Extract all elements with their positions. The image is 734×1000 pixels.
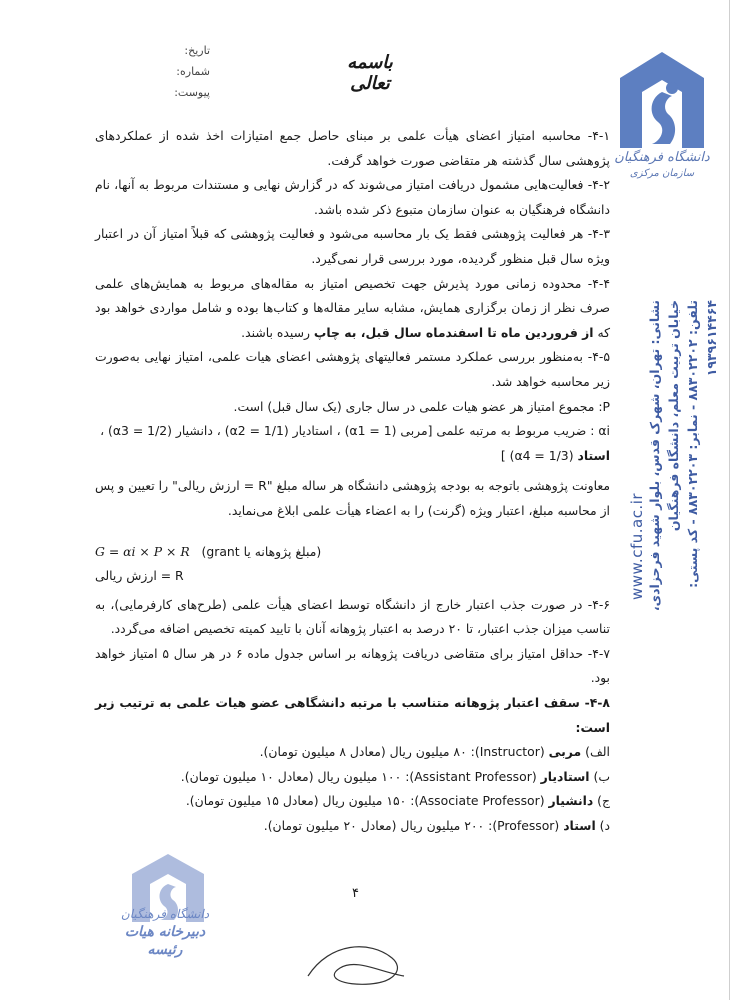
logo-caption-university: دانشگاه فرهنگیان <box>614 150 710 165</box>
page-edge <box>729 0 730 1000</box>
phone-text: تلفن: ۸۸۳۰۲۲۰۲ - نمابر: ۸۸۳۰۲۲۰۳ - کد پستی: ۱۹۳۹۶۱۴۴۶۴ <box>685 300 719 588</box>
page-heading: باسمه تعالی <box>347 52 393 94</box>
clause-4-8: ۴-۸- سقف اعتبار پژوهانه متناسب با مرتبه دانشگاهی عضو هیات علمی به ترتیب زیر است: <box>95 695 610 735</box>
rank-item: ب) استادیار (Assistant Professor): ۱۰۰ میلیون ریال (معادل ۱۰ میلیون تومان). <box>180 768 610 784</box>
clause-4-4-bold: از فروردین ماه تا اسفندماه سال قبل، به چاپ <box>313 324 594 340</box>
definition-p: P: مجموع امتیاز هر عضو هیات علمی در سال جاری (یک سال قبل) است. <box>233 398 610 414</box>
rank-name: استادیار <box>540 768 590 784</box>
rank-list <box>95 740 610 838</box>
rank-item: د) استاد (Professor): ۲۰۰ میلیون ریال (معادل ۲۰ میلیون تومان). <box>263 818 610 834</box>
meta-date: تاریخ: <box>184 44 210 57</box>
definition-alpha: αi : ضریب مربوط به مرتبه علمی [مربی (α1 = 1) ، استادیار (α2 = 1/1) ، دانشیار (α3 = 1/2) ، <box>100 423 610 439</box>
grant-formula: G = αi × P × R <box>95 543 190 559</box>
stamp-secretariat: دبیرخانه هیات رئیسه <box>124 924 206 958</box>
formula-label: (مبلغ پژوهانه یا grant) <box>201 543 322 559</box>
rank-name: استاد <box>563 818 596 834</box>
letter-meta <box>150 40 210 103</box>
website-link[interactable]: www.cfu.ac.ir <box>628 492 646 600</box>
clause-4-1: ۴-۱- محاسبه امتیاز اعضای هیأت علمی بر مبنای حاصل جمع امتیازات اخذ شده از عملکردهای پژوهشی سال گذشته هر متقاضی صورت خواهد گرفت. <box>95 128 610 168</box>
formula-line <box>95 540 610 565</box>
r-definition: R = ارزش ریالی <box>95 568 184 584</box>
stamp-text <box>110 905 220 959</box>
rank-name: مربی <box>548 744 582 760</box>
logo-caption-org: سازمان مرکزی <box>629 168 695 179</box>
clause-4-4 <box>95 272 610 346</box>
rank-item: الف) مربی (Instructor): ۸۰ میلیون ریال (معادل ۸ میلیون تومان). <box>259 744 610 760</box>
page-number: ۴ <box>352 886 359 901</box>
side-address-block <box>645 300 721 640</box>
clause-4-4-text: ۴-۴- محدوده زمانی مورد پذیرش جهت تخصیص امتیاز به مقاله‌های مربوط به همایش‌های علمی صرف نظر از زمان برگزاری همایش، مشابه سایر مقاله‌ها و کتاب‌ها بوده و شامل مواردی خواهد بود که <box>95 275 610 340</box>
definition-r-text: معاونت پژوهشی باتوجه به بودجه پژوهشی دانشگاه هر ساله مبلغ "R = ارزش ریالی" را تعیین و پس از محاسبه مبلغ، اعتبار ویژه (گرنت) را به اعضاء هیأت علمی ابلاغ می‌نماید. <box>95 478 610 518</box>
meta-number: شماره: <box>176 65 210 78</box>
signature-icon <box>300 932 410 992</box>
clause-4-5: ۴-۵- به‌منظور بررسی عملکرد مستمر فعالیتهای پژوهشی اعضای هیات علمی، امتیاز نهایی به‌صورت زیر محاسبه خواهد شد. <box>95 349 610 389</box>
rank-item: ج) دانشیار (Associate Professor): ۱۵۰ میلیون ریال (معادل ۱۵ میلیون تومان). <box>185 793 610 809</box>
clause-4-6: ۴-۶- در صورت جذب اعتبار خارج از دانشگاه توسط اعضای هیأت علمی (طرح‌های کارفرمایی)، به تناسب میزان جذب اعتبار، تا ۲۰ درصد به اعتبار پژوهانه آنان با تایید کمیته تخصیص اضافه می‌گردد. <box>95 596 610 637</box>
meta-attachment: پیوست: <box>174 86 210 99</box>
clause-4-4-end: رسیده باشند. <box>241 324 314 340</box>
address-text: نشانی: تهران، شهرک قدس، بلوار شهید فرحزادی، خیابان تربیت معلم، دانشگاه فرهنگیان <box>647 300 681 612</box>
alpha-professor-value: (α4 = 1/3) ] <box>500 447 578 463</box>
definition-alpha-cont <box>95 444 610 469</box>
clause-4-7: ۴-۷- حداقل امتیاز برای متقاضی دریافت پژوهانه بر اساس جدول ماده ۶ در هر سال ۵ امتیاز خواهد بود. <box>95 645 610 686</box>
rank-name: دانشیار <box>548 793 594 809</box>
stamp-university: دانشگاه فرهنگیان <box>120 907 210 921</box>
clause-4-2: ۴-۲- فعالیت‌هایی مشمول دریافت امتیاز می‌شوند که در گزارش نهایی و مستندات مربوط به آنها، نام دانشگاه فرهنگیان به عنوان سازمان متبوع ذکر شده باشد. <box>95 177 610 217</box>
letter-body <box>95 124 610 839</box>
logo-caption <box>612 150 712 182</box>
alpha-rank-professor: استاد <box>577 447 610 463</box>
clause-4-3: ۴-۳- هر فعالیت پژوهشی فقط یک بار محاسبه می‌شود و فعالیت پژوهشی که قبلاً امتیاز آن در اعتبار ویژه سال قبل منظور گردیده، مورد بررسی قرار نمی‌گیرد. <box>95 226 610 266</box>
